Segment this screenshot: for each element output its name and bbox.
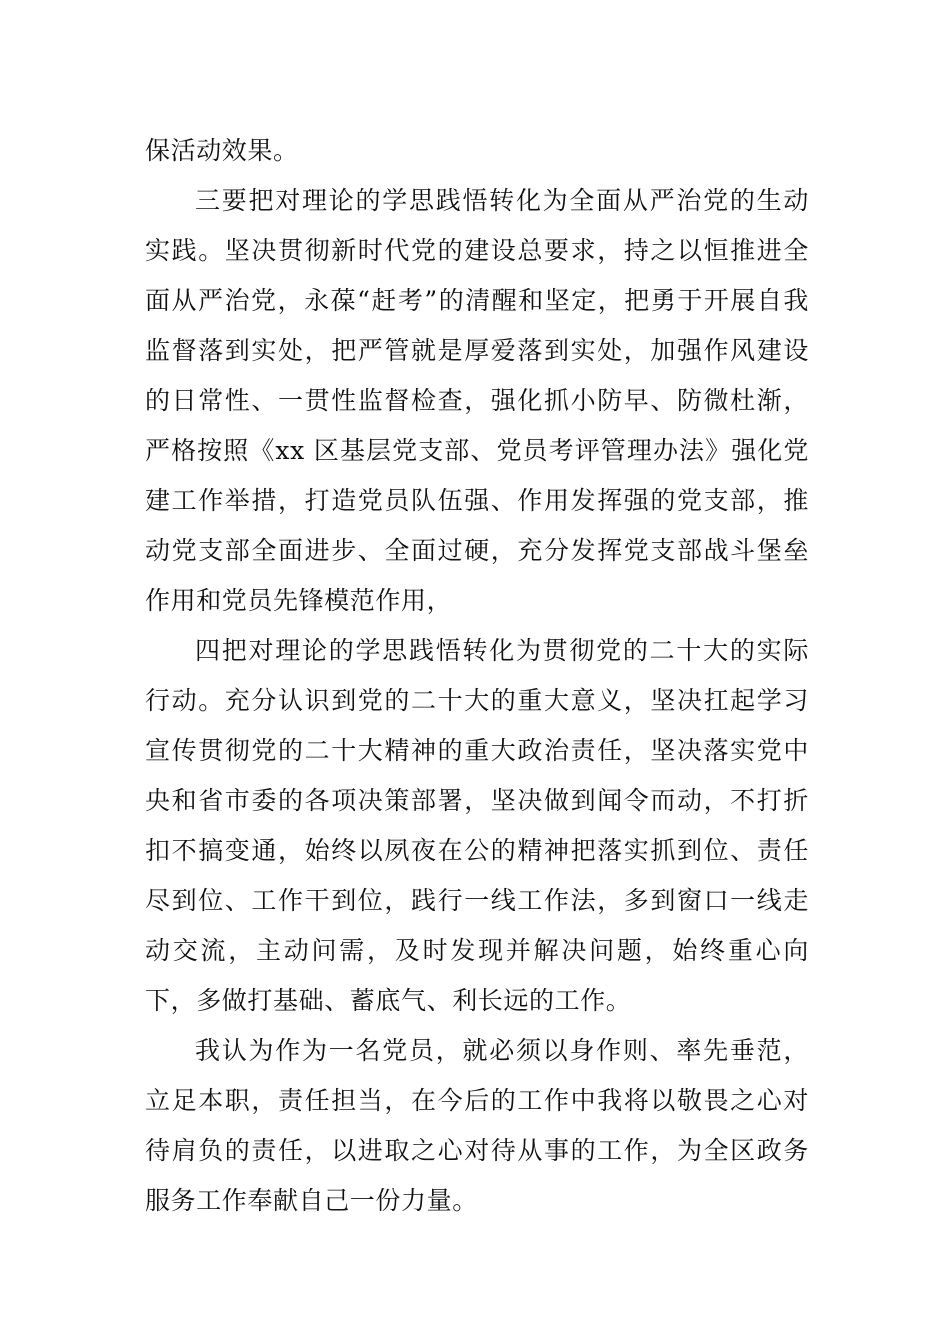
paragraph-personal-commitment: 我认为作为一名党员，就必须以身作则、率先垂范，立足本职，责任担当，在今后的工作中我将以敬畏之心对待肩负的责任，以进取之心对待从事的工作，为全区政务服务工作奉献自己一份力量。 — [145, 1036, 809, 1215]
paragraph-point-three: 三要把对理论的学思践悟转化为全面从严治党的生动实践。坚决贯彻新时代党的建设总要求，持之以恒推进全面从严治党，永葆“赶考”的清醒和坚定，把勇于开展自我监督落到实处，把严管就是厚爱落到实处，加强作风建设的日常性、一贯性监督检查，强化抓小防早、防微杜渐，严格按照《xx 区基层党支部、党员考评管理办法》强化党建工作举措，打造党员队伍强、作用发挥强的党支部，推动党支部全面进步、全面过硬，充分发挥党支部战斗堡垒作用和党员先锋模范作用， — [145, 186, 809, 615]
document-body — [145, 126, 809, 1226]
paragraph-conclusion-of-previous-point: 保活动效果。 — [145, 136, 299, 165]
paragraph-point-four: 四把对理论的学思践悟转化为贯彻党的二十大的实际行动。充分认识到党的二十大的重大意义，坚决扛起学习宣传贯彻党的二十大精神的重大政治责任，坚决落实党中央和省市委的各项决策部署，坚决做到闻令而动，不打折扣不搞变通，始终以夙夜在公的精神把落实抓到位、责任尽到位、工作干到位，践行一线工作法，多到窗口一线走动交流，主动问需，及时发现并解决问题，始终重心向下，多做打基础、蓄底气、利长远的工作。 — [145, 636, 809, 1015]
